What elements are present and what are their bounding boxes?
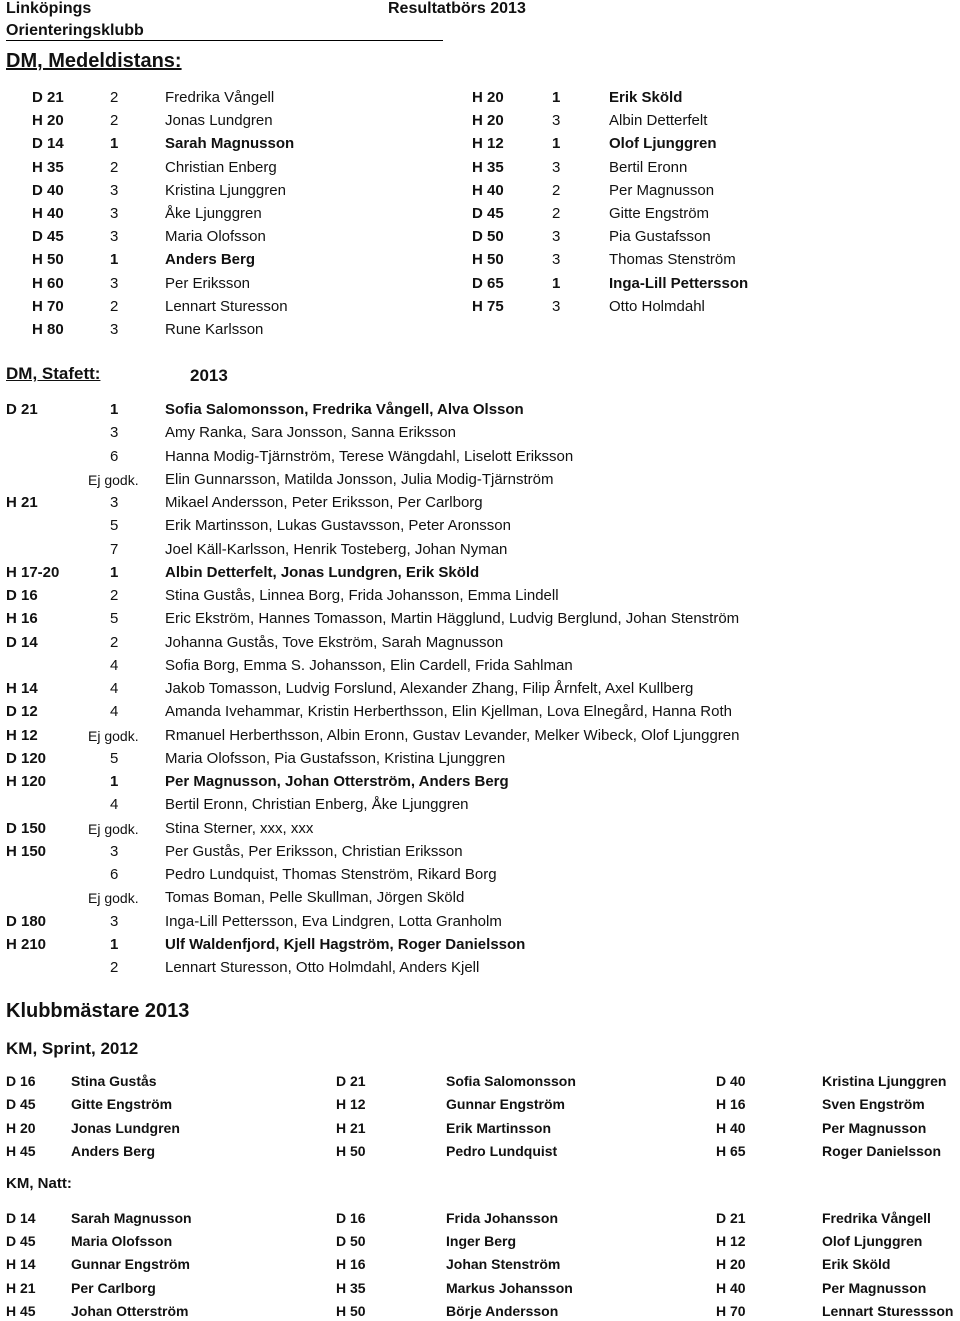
stafett-place: Ej godk.	[88, 890, 139, 907]
km-sprint-class: H 50	[336, 1142, 366, 1159]
medel-left-name: Per Eriksson	[165, 274, 251, 292]
stafett-place: 5	[110, 610, 119, 628]
medel-left-place: 2	[110, 112, 119, 130]
km-sprint-winner: Kristina Ljunggren	[822, 1073, 947, 1089]
stafett-team: Rmanuel Herberthsson, Albin Eronn, Gustav Levander, Melker Wibeck, Olof Ljunggren	[165, 726, 740, 744]
km-natt-class: D 21	[716, 1210, 746, 1226]
km-natt-winner: Inger Berg	[446, 1233, 517, 1250]
medel-right-class: H 40	[472, 181, 504, 199]
km-sprint-class: D 21	[336, 1073, 366, 1089]
stafett-team: Eric Ekström, Hannes Tomasson, Martin Hägglund, Ludvig Berglund, Johan Stenström	[165, 610, 740, 628]
medel-left-name: Maria Olofsson	[165, 228, 266, 246]
km-sprint-winner: Jonas Lundgren	[71, 1119, 180, 1136]
section-title-klubbmastare: Klubbmästare 2013	[6, 1000, 190, 1022]
stafett-class: H 14	[6, 680, 38, 697]
medel-right-name: Olof Ljunggren	[609, 135, 717, 153]
km-natt-class: D 16	[336, 1210, 366, 1226]
medel-left-name: Lennart Sturesson	[165, 297, 288, 315]
medel-right-place: 2	[552, 205, 561, 222]
km-sprint-class: H 65	[716, 1142, 746, 1159]
medel-right-class: H 20	[472, 89, 504, 106]
stafett-place: 4	[110, 796, 119, 814]
medel-right-place: 1	[552, 135, 561, 153]
km-sprint-class: H 40	[716, 1119, 746, 1136]
km-sprint-winner: Gunnar Engström	[446, 1096, 566, 1113]
medel-left-name: Rune Karlsson	[165, 321, 264, 338]
stafett-team: Erik Martinsson, Lukas Gustavsson, Peter Aronsson	[165, 517, 511, 535]
stafett-team: Mikael Andersson, Peter Eriksson, Per Carlborg	[165, 494, 483, 511]
stafett-place: 6	[110, 447, 119, 465]
medel-right-class: H 20	[472, 112, 504, 130]
medel-left-class: H 40	[32, 205, 64, 222]
km-natt-winner: Maria Olofsson	[71, 1233, 173, 1250]
medel-right-place: 3	[552, 251, 561, 269]
document-title: Resultatbörs 2013	[388, 0, 526, 17]
stafett-place: 1	[110, 563, 119, 581]
medel-right-class: D 50	[472, 228, 504, 246]
stafett-team: Hanna Modig-Tjärnström, Terese Wängdahl, Liselott Eriksson	[165, 447, 574, 465]
medel-left-name: Anders Berg	[165, 251, 256, 269]
medel-left-place: 3	[110, 181, 119, 199]
section-title-stafett: DM, Stafett:	[6, 364, 101, 383]
stafett-class: D 21	[6, 401, 38, 418]
km-natt-class: H 14	[6, 1256, 36, 1273]
stafett-team: Pedro Lundquist, Thomas Stenström, Rikard Borg	[165, 866, 497, 883]
km-sprint-class: H 21	[336, 1119, 366, 1136]
stafett-class: D 180	[6, 912, 47, 930]
stafett-team: Amy Ranka, Sara Jonsson, Sanna Eriksson	[165, 424, 456, 442]
stafett-place: 4	[110, 680, 119, 697]
medel-right-name: Per Magnusson	[609, 181, 715, 199]
stafett-place: Ej godk.	[88, 471, 139, 488]
km-sprint-class: H 16	[716, 1096, 746, 1113]
stafett-team: Lennart Sturesson, Otto Holmdahl, Anders Kjell	[165, 959, 480, 976]
medel-right-class: H 75	[472, 297, 504, 315]
km-natt-winner: Gunnar Engström	[71, 1256, 191, 1273]
medel-right-class: H 35	[472, 158, 504, 176]
km-natt-class: H 50	[336, 1302, 366, 1319]
medel-right-place: 2	[552, 181, 561, 199]
stafett-team: Albin Detterfelt, Jonas Lundgren, Erik Sköld	[165, 563, 480, 581]
stafett-team: Bertil Eronn, Christian Enberg, Åke Ljunggren	[165, 796, 469, 814]
medel-left-class: H 35	[32, 158, 64, 176]
stafett-team: Sofia Borg, Emma S. Johansson, Elin Cardell, Frida Sahlman	[165, 656, 573, 674]
medel-right-name: Albin Detterfelt	[609, 112, 708, 130]
medel-left-name: Åke Ljunggren	[165, 205, 262, 222]
medel-right-name: Thomas Stenström	[609, 251, 736, 269]
stafett-place: Ej godk.	[88, 727, 139, 744]
medel-left-class: D 21	[32, 89, 64, 106]
km-natt-winner: Fredrika Vångell	[822, 1210, 931, 1226]
km-sprint-class: H 45	[6, 1142, 36, 1159]
stafett-place: 3	[110, 424, 119, 442]
stafett-place: 2	[110, 587, 119, 604]
medel-right-name: Erik Sköld	[609, 89, 683, 106]
stafett-class: D 12	[6, 703, 38, 721]
stafett-class: D 16	[6, 587, 38, 604]
stafett-place: 3	[110, 842, 119, 860]
medel-right-place: 1	[552, 274, 561, 292]
medel-left-class: H 70	[32, 297, 64, 315]
medel-left-class: H 20	[32, 112, 64, 130]
stafett-class: D 14	[6, 633, 38, 651]
stafett-place: 1	[110, 773, 119, 790]
km-sprint-class: D 40	[716, 1073, 746, 1089]
stafett-team: Inga-Lill Pettersson, Eva Lindgren, Lotta Granholm	[165, 912, 502, 930]
medel-right-place: 3	[552, 297, 561, 315]
medel-right-class: H 50	[472, 251, 504, 269]
km-natt-winner: Olof Ljunggren	[822, 1233, 923, 1250]
stafett-team: Elin Gunnarsson, Matilda Jonsson, Julia Modig-Tjärnström	[165, 470, 554, 488]
medel-right-name: Pia Gustafsson	[609, 228, 711, 246]
km-natt-class: H 45	[6, 1302, 36, 1319]
stafett-year: 2013	[190, 366, 228, 385]
stafett-place: 1	[110, 935, 119, 953]
stafett-team: Maria Olofsson, Pia Gustafsson, Kristina Ljunggren	[165, 749, 506, 767]
medel-right-place: 3	[552, 158, 561, 176]
km-natt-class: H 21	[6, 1279, 36, 1296]
medel-right-class: D 65	[472, 274, 504, 292]
section-title-km-natt: KM, Natt:	[6, 1175, 72, 1192]
km-sprint-winner: Per Magnusson	[822, 1119, 927, 1136]
km-natt-class: H 16	[336, 1256, 366, 1273]
stafett-class: H 21	[6, 494, 38, 511]
medel-left-place: 2	[110, 297, 119, 315]
section-title-km-sprint: KM, Sprint, 2012	[6, 1039, 139, 1058]
medel-left-class: D 40	[32, 181, 64, 199]
medel-left-place: 3	[110, 274, 119, 292]
stafett-place: 4	[110, 656, 119, 674]
km-natt-winner: Johan Otterström	[71, 1302, 189, 1319]
medel-left-place: 1	[110, 135, 119, 153]
stafett-place: 3	[110, 494, 119, 511]
stafett-team: Per Gustås, Per Eriksson, Christian Eriksson	[165, 842, 463, 860]
medel-right-name: Bertil Eronn	[609, 158, 688, 176]
stafett-team: Per Magnusson, Johan Otterström, Anders Berg	[165, 773, 509, 790]
stafett-place: 7	[110, 540, 119, 558]
km-natt-winner: Sarah Magnusson	[71, 1210, 192, 1226]
stafett-place: 5	[110, 517, 119, 535]
stafett-team: Tomas Boman, Pelle Skullman, Jörgen Sköld	[165, 889, 465, 907]
stafett-team: Stina Sterner, xxx, xxx	[165, 819, 314, 837]
medel-right-name: Gitte Engström	[609, 205, 710, 222]
km-sprint-class: D 16	[6, 1073, 36, 1089]
header-divider	[6, 40, 443, 41]
medel-left-place: 2	[110, 158, 119, 176]
section-title-medeldistans: DM, Medeldistans:	[6, 50, 182, 72]
medel-left-class: D 45	[32, 228, 64, 246]
medel-right-place: 3	[552, 228, 561, 246]
medel-right-name: Inga-Lill Pettersson	[609, 274, 749, 292]
medel-left-class: D 14	[32, 135, 64, 153]
km-natt-class: H 40	[716, 1279, 746, 1296]
stafett-place: 2	[110, 633, 119, 651]
stafett-class: H 16	[6, 610, 38, 628]
medel-left-place: 3	[110, 228, 119, 246]
km-natt-winner: Lennart Sturessson	[822, 1302, 954, 1319]
km-sprint-winner: Stina Gustås	[71, 1073, 157, 1089]
stafett-class: H 210	[6, 935, 47, 953]
km-sprint-winner: Sven Engström	[822, 1096, 925, 1113]
stafett-team: Jakob Tomasson, Ludvig Forslund, Alexander Zhang, Filip Årnfelt, Axel Kullberg	[165, 680, 694, 697]
medel-left-class: H 50	[32, 251, 64, 269]
medel-left-name: Jonas Lundgren	[165, 112, 273, 130]
km-natt-winner: Johan Stenström	[446, 1256, 561, 1273]
medel-right-class: H 12	[472, 135, 504, 153]
km-sprint-class: H 12	[336, 1096, 366, 1113]
stafett-place: 3	[110, 912, 119, 930]
km-natt-winner: Per Magnusson	[822, 1279, 927, 1296]
stafett-class: D 120	[6, 749, 47, 767]
stafett-class: H 150	[6, 842, 47, 860]
km-natt-winner: Per Carlborg	[71, 1279, 156, 1296]
medel-right-place: 3	[552, 112, 561, 130]
km-natt-winner: Börje Andersson	[446, 1302, 559, 1319]
km-sprint-winner: Sofia Salomonsson	[446, 1073, 576, 1089]
medel-left-name: Sarah Magnusson	[165, 135, 295, 153]
km-natt-class: D 45	[6, 1233, 36, 1250]
km-natt-winner: Markus Johansson	[446, 1279, 573, 1296]
org-name-line2: Orienteringsklubb	[6, 22, 144, 39]
stafett-place: 6	[110, 866, 119, 883]
km-sprint-class: H 20	[6, 1119, 36, 1136]
stafett-team: Joel Käll-Karlsson, Henrik Tosteberg, Johan Nyman	[165, 540, 508, 558]
stafett-team: Amanda Ivehammar, Kristin Herberthsson, Elin Kjellman, Lova Elnegård, Hanna Roth	[165, 703, 732, 721]
km-sprint-winner: Erik Martinsson	[446, 1119, 552, 1136]
org-name-line1: Linköpings	[6, 0, 92, 17]
km-natt-class: H 20	[716, 1256, 746, 1273]
stafett-place: 2	[110, 959, 119, 976]
stafett-class: H 12	[6, 726, 38, 744]
km-sprint-class: D 45	[6, 1096, 36, 1113]
km-natt-class: H 35	[336, 1279, 366, 1296]
km-sprint-winner: Roger Danielsson	[822, 1142, 942, 1159]
stafett-place: 4	[110, 703, 119, 721]
medel-left-name: Fredrika Vångell	[165, 89, 275, 106]
stafett-class: D 150	[6, 819, 47, 837]
stafett-team: Sofia Salomonsson, Fredrika Vångell, Alva Olsson	[165, 401, 524, 418]
km-natt-class: D 50	[336, 1233, 366, 1250]
medel-left-class: H 60	[32, 274, 64, 292]
km-natt-winner: Frida Johansson	[446, 1210, 559, 1226]
stafett-place: 1	[110, 401, 119, 418]
medel-right-place: 1	[552, 89, 561, 106]
stafett-class: H 17-20	[6, 563, 60, 581]
km-sprint-winner: Anders Berg	[71, 1142, 156, 1159]
stafett-class: H 120	[6, 773, 47, 790]
medel-left-name: Christian Enberg	[165, 158, 277, 176]
medel-left-name: Kristina Ljunggren	[165, 181, 286, 199]
medel-left-place: 3	[110, 321, 119, 338]
medel-left-place: 2	[110, 89, 119, 106]
medel-left-class: H 80	[32, 321, 64, 338]
stafett-place: Ej godk.	[88, 820, 139, 837]
km-natt-class: H 70	[716, 1302, 746, 1319]
medel-right-name: Otto Holmdahl	[609, 297, 705, 315]
stafett-team: Stina Gustås, Linnea Borg, Frida Johansson, Emma Lindell	[165, 587, 559, 604]
km-natt-class: D 14	[6, 1210, 36, 1226]
km-natt-winner: Erik Sköld	[822, 1256, 891, 1273]
km-sprint-winner: Pedro Lundquist	[446, 1142, 558, 1159]
km-sprint-winner: Gitte Engström	[71, 1096, 173, 1113]
medel-left-place: 1	[110, 251, 119, 269]
medel-left-place: 3	[110, 205, 119, 222]
stafett-place: 5	[110, 749, 119, 767]
stafett-team: Johanna Gustås, Tove Ekström, Sarah Magnusson	[165, 633, 504, 651]
medel-right-class: D 45	[472, 205, 504, 222]
km-natt-class: H 12	[716, 1233, 746, 1250]
stafett-team: Ulf Waldenfjord, Kjell Hagström, Roger Danielsson	[165, 935, 526, 953]
